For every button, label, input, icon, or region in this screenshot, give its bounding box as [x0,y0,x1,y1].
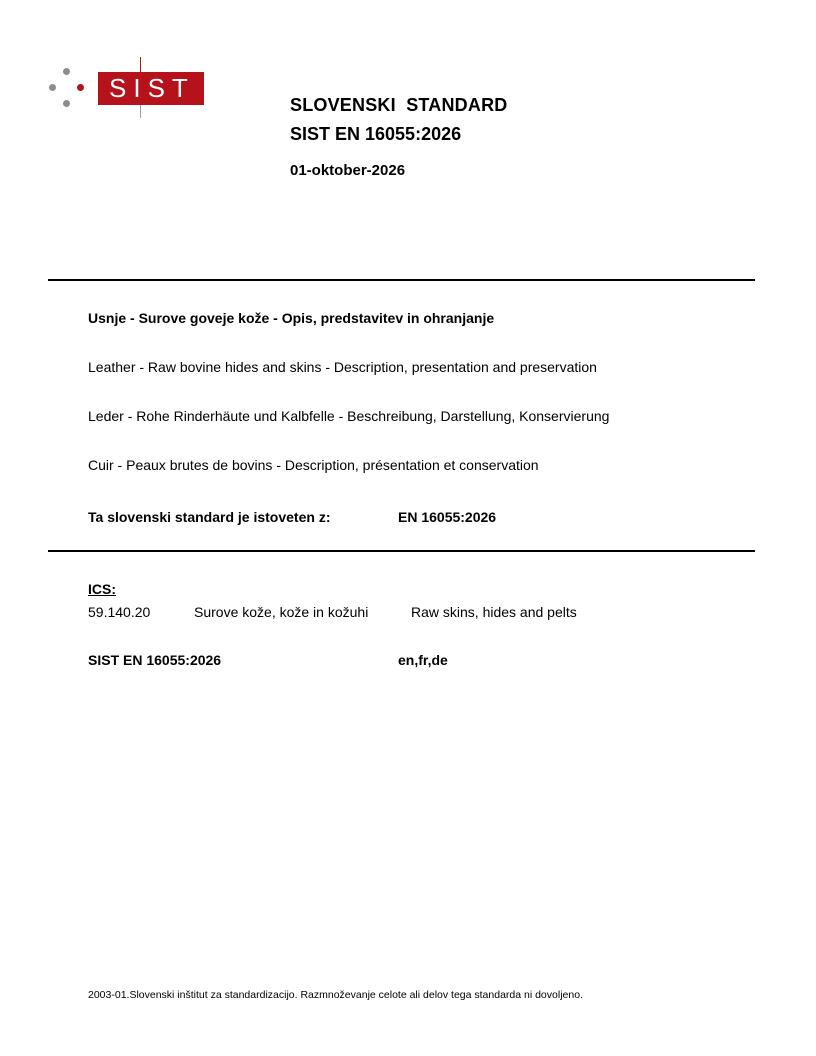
title-english: Leather - Raw bovine hides and skins - Description, presentation and preservation [88,359,597,375]
publication-date: 01-oktober-2026 [290,162,406,179]
standard-languages: en,fr,de [398,652,448,668]
divider-middle [48,550,755,552]
copyright-footer: 2003-01.Slovenski inštitut za standardizacijo. Razmnoževanje celote ali delov tega standarda ni dovoljeno. [88,989,583,1001]
title-german: Leder - Rohe Rinderhäute und Kalbfelle - Beschreibung, Darstellung, Konservierung [88,408,610,424]
logo-dot-icon [77,84,84,91]
ics-label: ICS: [88,581,116,597]
standard-heading: SLOVENSKI STANDARD [290,95,508,115]
divider-top [48,279,755,281]
ics-code: 59.140.20 [88,604,151,620]
standard-id: SIST EN 16055:2026 [88,652,222,668]
logo-divider-lower [140,105,141,118]
logo-wordmark: SIST [98,72,204,105]
title-slovenian: Usnje - Surove goveje kože - Opis, predstavitev in ohranjanje [88,310,495,326]
title-french: Cuir - Peaux brutes de bovins - Description, présentation et conservation [88,457,539,473]
ics-description-en: Raw skins, hides and pelts [411,604,577,620]
logo-dot-icon [63,100,70,107]
logo-dot-icon [49,84,56,91]
ics-description-sl: Surove kože, kože in kožuhi [194,604,369,620]
identical-label: Ta slovenski standard je istoveten z: [88,509,331,525]
identical-value: EN 16055:2026 [398,509,497,525]
logo-dot-icon [63,68,70,75]
standard-number: SIST EN 16055:2026 [290,124,462,144]
